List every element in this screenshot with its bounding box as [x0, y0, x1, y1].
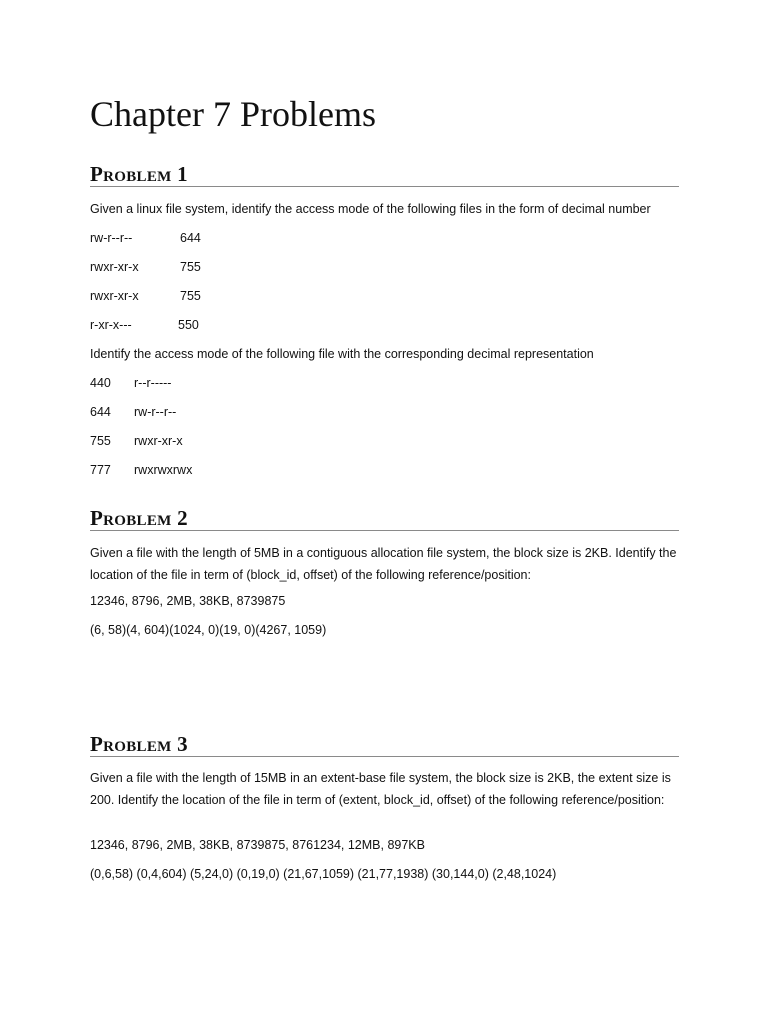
table1-row-4-mode: r-xr-x---: [90, 318, 132, 332]
problem-2-heading: [90, 506, 679, 531]
table2-row-2-value: 644: [90, 405, 111, 419]
chapter-title: Chapter 7 Problems: [90, 94, 376, 134]
problem-3-heading-text: Problem 3: [90, 732, 188, 756]
table1-row-1-mode: rw-r--r--: [90, 231, 133, 245]
problem-3-question: Given a file with the length of 15MB in an extent-base file system, the block size is 2KB, the extent size is 200. Identify the location of the file in term of (extent, block_id, offset) of the following reference/position:: [90, 771, 671, 807]
problem-2-heading-text: Problem 2: [90, 506, 188, 530]
table1-row-3-value: 755: [180, 289, 201, 303]
table2-row-3-mode: rwxr-xr-x: [134, 434, 183, 448]
problem-2-references: 12346, 8796, 2MB, 38KB, 8739875: [90, 594, 286, 608]
problem-3-heading: [90, 732, 679, 757]
problem-1-heading-text: Problem 1: [90, 162, 188, 186]
table2-row-4-mode: rwxrwxrwx: [134, 463, 193, 477]
table1-row-1-value: 644: [180, 231, 201, 245]
problem-1-intro-2: Identify the access mode of the following file with the corresponding decimal representation: [90, 347, 594, 361]
problem-1-heading: [90, 162, 679, 187]
table1-row-3-mode: rwxr-xr-x: [90, 289, 139, 303]
problem-1-intro: Given a linux file system, identify the access mode of the following files in the form of decimal number: [90, 202, 651, 216]
table2-row-4-value: 777: [90, 463, 111, 477]
problem-3-references: 12346, 8796, 2MB, 38KB, 8739875, 8761234, 12MB, 897KB: [90, 838, 425, 852]
table2-row-2-mode: rw-r--r--: [134, 405, 177, 419]
table1-row-2-value: 755: [180, 260, 201, 274]
problem-2-question: Given a file with the length of 5MB in a contiguous allocation file system, the block size is 2KB. Identify the location of the file in term of (block_id, offset) of the following reference/position:: [90, 546, 677, 582]
problem-3-answer: (0,6,58) (0,4,604) (5,24,0) (0,19,0) (21,67,1059) (21,77,1938) (30,144,0) (2,48,1024): [90, 867, 557, 881]
problem-2-answer: (6, 58)(4, 604)(1024, 0)(19, 0)(4267, 1059): [90, 623, 327, 637]
table2-row-1-mode: r--r-----: [134, 376, 172, 390]
table1-row-4-value: 550: [178, 318, 199, 332]
table2-row-1-value: 440: [90, 376, 111, 390]
table2-row-3-value: 755: [90, 434, 111, 448]
table1-row-2-mode: rwxr-xr-x: [90, 260, 139, 274]
